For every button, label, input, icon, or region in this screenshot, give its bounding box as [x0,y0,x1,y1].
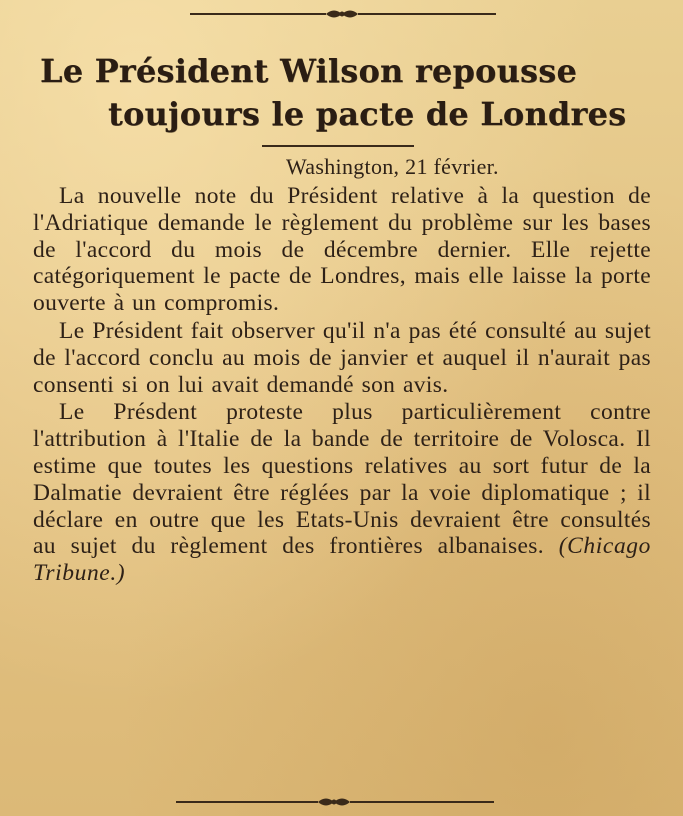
headline-line-2: toujours le pacte de Londres [108,95,627,133]
paragraph-3 [33,399,651,587]
paragraph-1: La nouvelle note du Président relative à la question de l'Adriatique demande le règlement du problème sur les bases de l'accord du mois de décembre dernier. Elle rejette catégoriquement le pacte de Londres, mais elle laisse la porte ouverte à un compromis. [33,183,651,317]
headline-divider [262,145,414,147]
source-credit: (Chicago Tribune.) [33,533,651,587]
headline-line-1: Le Président Wilson repousse [40,52,578,90]
dateline: Washington, 21 février. [286,154,499,179]
bottom-ornament-rule [0,792,683,812]
paragraph-2: Le Président fait observer qu'il n'a pas été consulté au sujet de l'accord conclu au mois de janvier et auquel il n'aurait pas consenti si on lui avait demandé son avis. [33,317,651,398]
paragraph-3-text: Le Présdent proteste plus particulièrement contre l'attribution à l'Italie de la bande de territoire de Volosca. Il estime que toutes les questions relatives au sort futur de la Dalmatie devraient être réglées par la voie diplomatique ; il déclare en outre que les Etats-Unis devraient être consultés au sujet du règlement des frontières albanaises. [33,399,651,560]
article-body [33,183,651,587]
top-ornament-rule [0,4,683,24]
